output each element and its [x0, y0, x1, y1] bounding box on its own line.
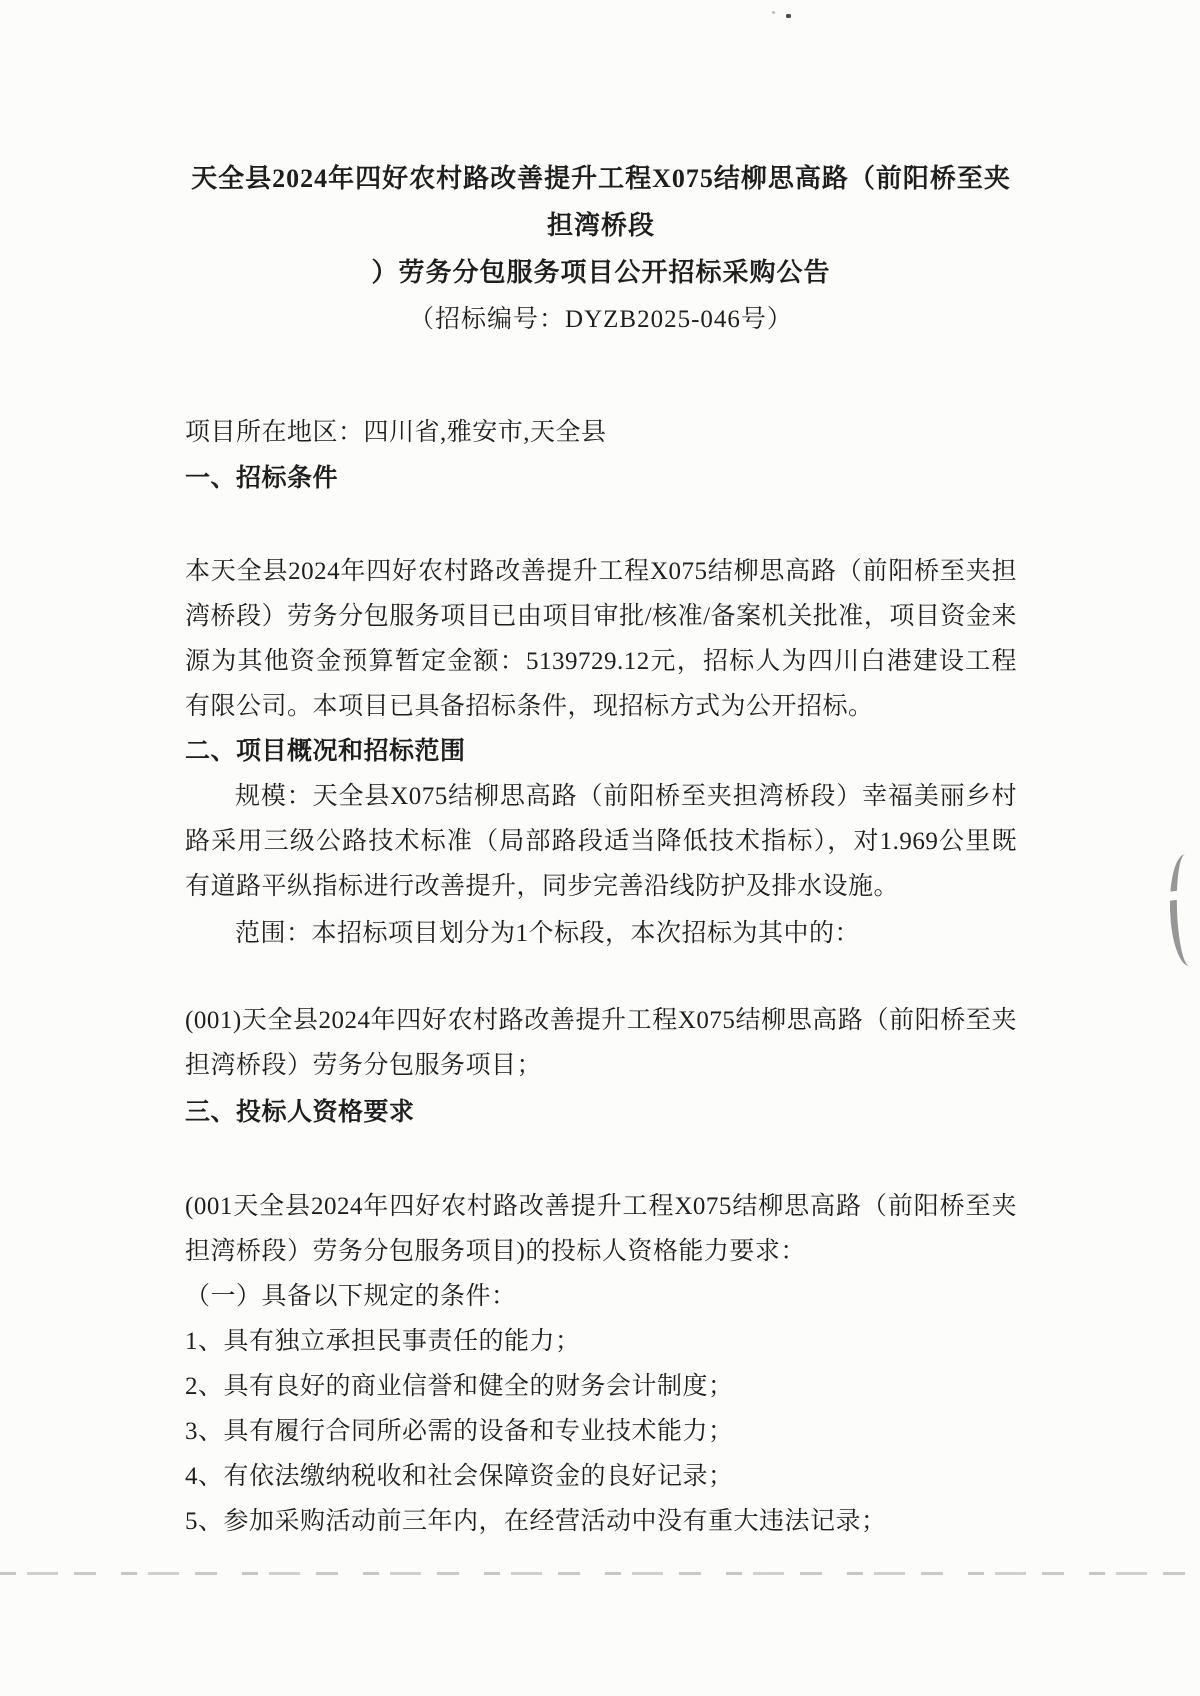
scope-paragraph: 范围：本招标项目划分为1个标段，本次招标为其中的：	[235, 920, 861, 947]
condition-item-1: 1、具有独立承担民事责任的能力；	[185, 1328, 581, 1355]
section-2-heading: 二、项目概况和招标范围	[185, 738, 466, 765]
tender-number-line: （招标编号：DYZB2025-046号）	[409, 306, 793, 333]
section-1-body: 本天全县2024年四好农村路改善提升工程X075结柳思高路（前阳桥至夹担湾桥段）劳务分包服务项目已由项目审批/核准/备案机关批准，项目资金来源为其他资金预算暂定金额：5139729.12元，招标人为四川白港建设工程有限公司。本项目已具备招标条件，现招标方式为公开招标。	[185, 558, 1017, 720]
section-3-heading: 三、投标人资格要求	[185, 1099, 415, 1126]
section-3-intro-paragraph: (001天全县2024年四好农村路改善提升工程X075结柳思高路（前阳桥至夹担湾桥段）劳务分包服务项目)的投标人资格能力要求：	[185, 1193, 1017, 1265]
title-line-1: 天全县2024年四好农村路改善提升工程X075结柳思高路（前阳桥至夹担湾桥段	[191, 164, 1011, 240]
scan-speck-artifact-light	[772, 11, 775, 14]
section-1-heading: 一、招标条件	[185, 465, 339, 492]
scan-speck-artifact	[786, 14, 791, 18]
document-title	[185, 155, 1017, 343]
scan-dashed-line-artifact	[0, 1572, 1200, 1575]
condition-item-2: 2、具有良好的商业信誉和健全的财务会计制度；	[185, 1373, 734, 1400]
scan-arc-artifact	[1168, 853, 1200, 966]
scale-paragraph: 规模：天全县X075结柳思高路（前阳桥至夹担湾桥段）幸福美丽乡村路采用三级公路技术标准（局部路段适当降低技术指标），对1.969公里既有道路平纵指标进行改善提升，同步完善沿线防护及排水设施。	[185, 783, 1017, 900]
document-content	[185, 0, 1017, 1544]
condition-item-3: 3、具有履行合同所必需的设备和专业技术能力；	[185, 1418, 734, 1445]
condition-item-5: 5、参加采购活动前三年内，在经营活动中没有重大违法记录；	[185, 1508, 887, 1535]
condition-item-4: 4、有依法缴纳税收和社会保障资金的良好记录；	[185, 1463, 734, 1490]
condition-heading: （一）具备以下规定的条件：	[185, 1283, 517, 1310]
project-location-line: 项目所在地区：四川省,雅安市,天全县	[185, 419, 607, 446]
lot-paragraph: (001)天全县2024年四好农村路改善提升工程X075结柳思高路（前阳桥至夹担湾桥段）劳务分包服务项目；	[185, 1007, 1017, 1079]
title-line-2: ）劳务分包服务项目公开招标采购公告	[371, 258, 831, 287]
